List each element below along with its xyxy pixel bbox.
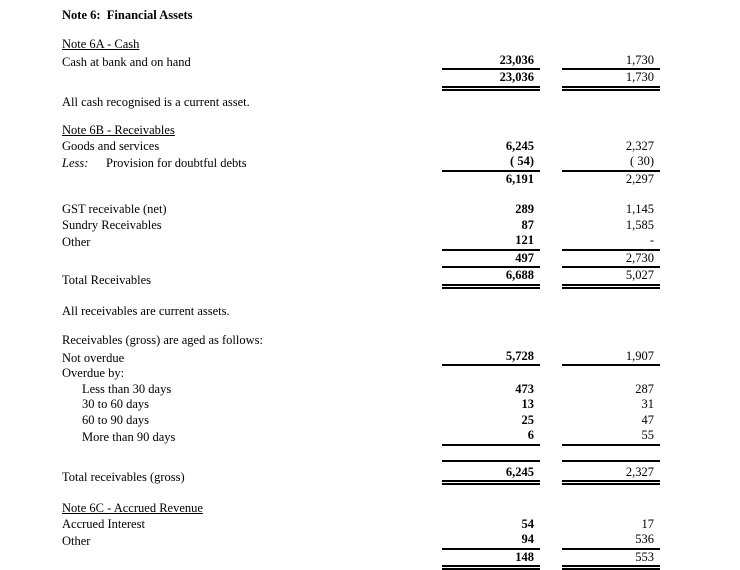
table-row bbox=[62, 382, 660, 398]
value-col1: 5,728 bbox=[442, 349, 540, 367]
row-label: 60 to 90 days bbox=[62, 413, 442, 429]
value-col2: 1,907 bbox=[562, 349, 660, 367]
note-text-row bbox=[62, 95, 660, 111]
section-heading-row bbox=[62, 501, 660, 517]
table-row bbox=[62, 202, 660, 218]
table-row bbox=[62, 268, 660, 289]
table-row bbox=[62, 460, 660, 486]
row-label: GST receivable (net) bbox=[62, 202, 442, 218]
row-label: Other bbox=[62, 235, 442, 251]
row-label: Sundry Receivables bbox=[62, 218, 442, 234]
row-label: Less: Provision for doubtful debts bbox=[62, 156, 442, 172]
table-row bbox=[62, 233, 660, 251]
table-row bbox=[62, 139, 660, 155]
value-col1: 148 bbox=[442, 550, 540, 570]
note-text: Receivables (gross) are aged as follows: bbox=[62, 333, 660, 349]
row-label: Less than 30 days bbox=[62, 382, 442, 398]
spacer bbox=[62, 319, 660, 333]
table-row bbox=[62, 413, 660, 429]
value-col2: 1,145 bbox=[562, 202, 660, 218]
note-text-row bbox=[62, 366, 660, 382]
value-col1: 23,036 bbox=[442, 53, 540, 71]
table-row bbox=[62, 218, 660, 234]
value-col1: 25 bbox=[442, 413, 540, 429]
value-col1: 54 bbox=[442, 517, 540, 533]
value-col2: 2,297 bbox=[562, 172, 660, 188]
row-label: Other bbox=[62, 534, 442, 550]
value-col2: 1,730 bbox=[562, 53, 660, 71]
section-heading: Note 6A - Cash bbox=[62, 37, 139, 53]
value-col2: 2,327 bbox=[562, 139, 660, 155]
value-col2: 1,585 bbox=[562, 218, 660, 234]
row-label: 30 to 60 days bbox=[62, 397, 442, 413]
section-heading: Note 6C - Accrued Revenue bbox=[62, 501, 203, 517]
spacer bbox=[62, 187, 660, 202]
value-col1: 6,245 bbox=[442, 139, 540, 155]
table-row bbox=[62, 70, 660, 91]
value-col2: 287 bbox=[562, 382, 660, 398]
section-heading: Note 6B - Receivables bbox=[62, 123, 175, 139]
value-col1: ( 54) bbox=[442, 154, 540, 172]
value-col2: 31 bbox=[562, 397, 660, 413]
value-col1: 289 bbox=[442, 202, 540, 218]
note-text-row bbox=[62, 333, 660, 349]
value-col2: 536 bbox=[562, 532, 660, 550]
value-col1: 94 bbox=[442, 532, 540, 550]
row-label: Accrued Interest bbox=[62, 517, 442, 533]
table-row bbox=[62, 428, 660, 446]
note-text: All receivables are current assets. bbox=[62, 304, 660, 320]
rows-container bbox=[62, 23, 660, 570]
row-label: Total Receivables bbox=[62, 273, 442, 289]
spacer bbox=[62, 23, 660, 37]
row-label: Cash at bank and on hand bbox=[62, 55, 442, 71]
table-row bbox=[62, 532, 660, 550]
value-col1: 6,191 bbox=[442, 172, 540, 188]
table-row bbox=[62, 349, 660, 367]
note-text: Overdue by: bbox=[62, 366, 660, 382]
value-col1: 6,688 bbox=[442, 268, 540, 289]
value-col2: 47 bbox=[562, 413, 660, 429]
section-heading-row bbox=[62, 123, 660, 139]
value-col2: 2,327 bbox=[562, 460, 660, 486]
row-label: More than 90 days bbox=[62, 430, 442, 446]
value-col2: 2,730 bbox=[562, 251, 660, 269]
value-col1: 87 bbox=[442, 218, 540, 234]
table-row bbox=[62, 517, 660, 533]
table-row bbox=[62, 397, 660, 413]
row-label: Total receivables (gross) bbox=[62, 470, 442, 486]
value-col2: 553 bbox=[562, 550, 660, 570]
row-label-prefix: Less: bbox=[62, 156, 106, 172]
note-text: All cash recognised is a current asset. bbox=[62, 95, 660, 111]
value-col2: 55 bbox=[562, 428, 660, 446]
table-row bbox=[62, 251, 660, 269]
row-label: Not overdue bbox=[62, 351, 442, 367]
value-col1: 121 bbox=[442, 233, 540, 251]
value-col1: 473 bbox=[442, 382, 540, 398]
value-col2: 17 bbox=[562, 517, 660, 533]
value-col2: 5,027 bbox=[562, 268, 660, 289]
spacer bbox=[62, 485, 660, 501]
spacer bbox=[62, 289, 660, 304]
page-title: Note 6: Financial Assets bbox=[62, 8, 660, 23]
table-row bbox=[62, 550, 660, 570]
section-heading-row bbox=[62, 37, 660, 53]
table-row bbox=[62, 172, 660, 188]
table-row bbox=[62, 154, 660, 172]
table-row bbox=[62, 53, 660, 71]
row-label: Goods and services bbox=[62, 139, 442, 155]
value-col2: - bbox=[562, 233, 660, 251]
note-text-row bbox=[62, 304, 660, 320]
value-col1: 6,245 bbox=[442, 460, 540, 486]
value-col1: 6 bbox=[442, 428, 540, 446]
value-col2: ( 30) bbox=[562, 154, 660, 172]
spacer bbox=[62, 446, 660, 460]
spacer bbox=[62, 110, 660, 123]
value-col2: 1,730 bbox=[562, 70, 660, 91]
value-col1: 23,036 bbox=[442, 70, 540, 91]
value-col1: 13 bbox=[442, 397, 540, 413]
value-col1: 497 bbox=[442, 251, 540, 269]
